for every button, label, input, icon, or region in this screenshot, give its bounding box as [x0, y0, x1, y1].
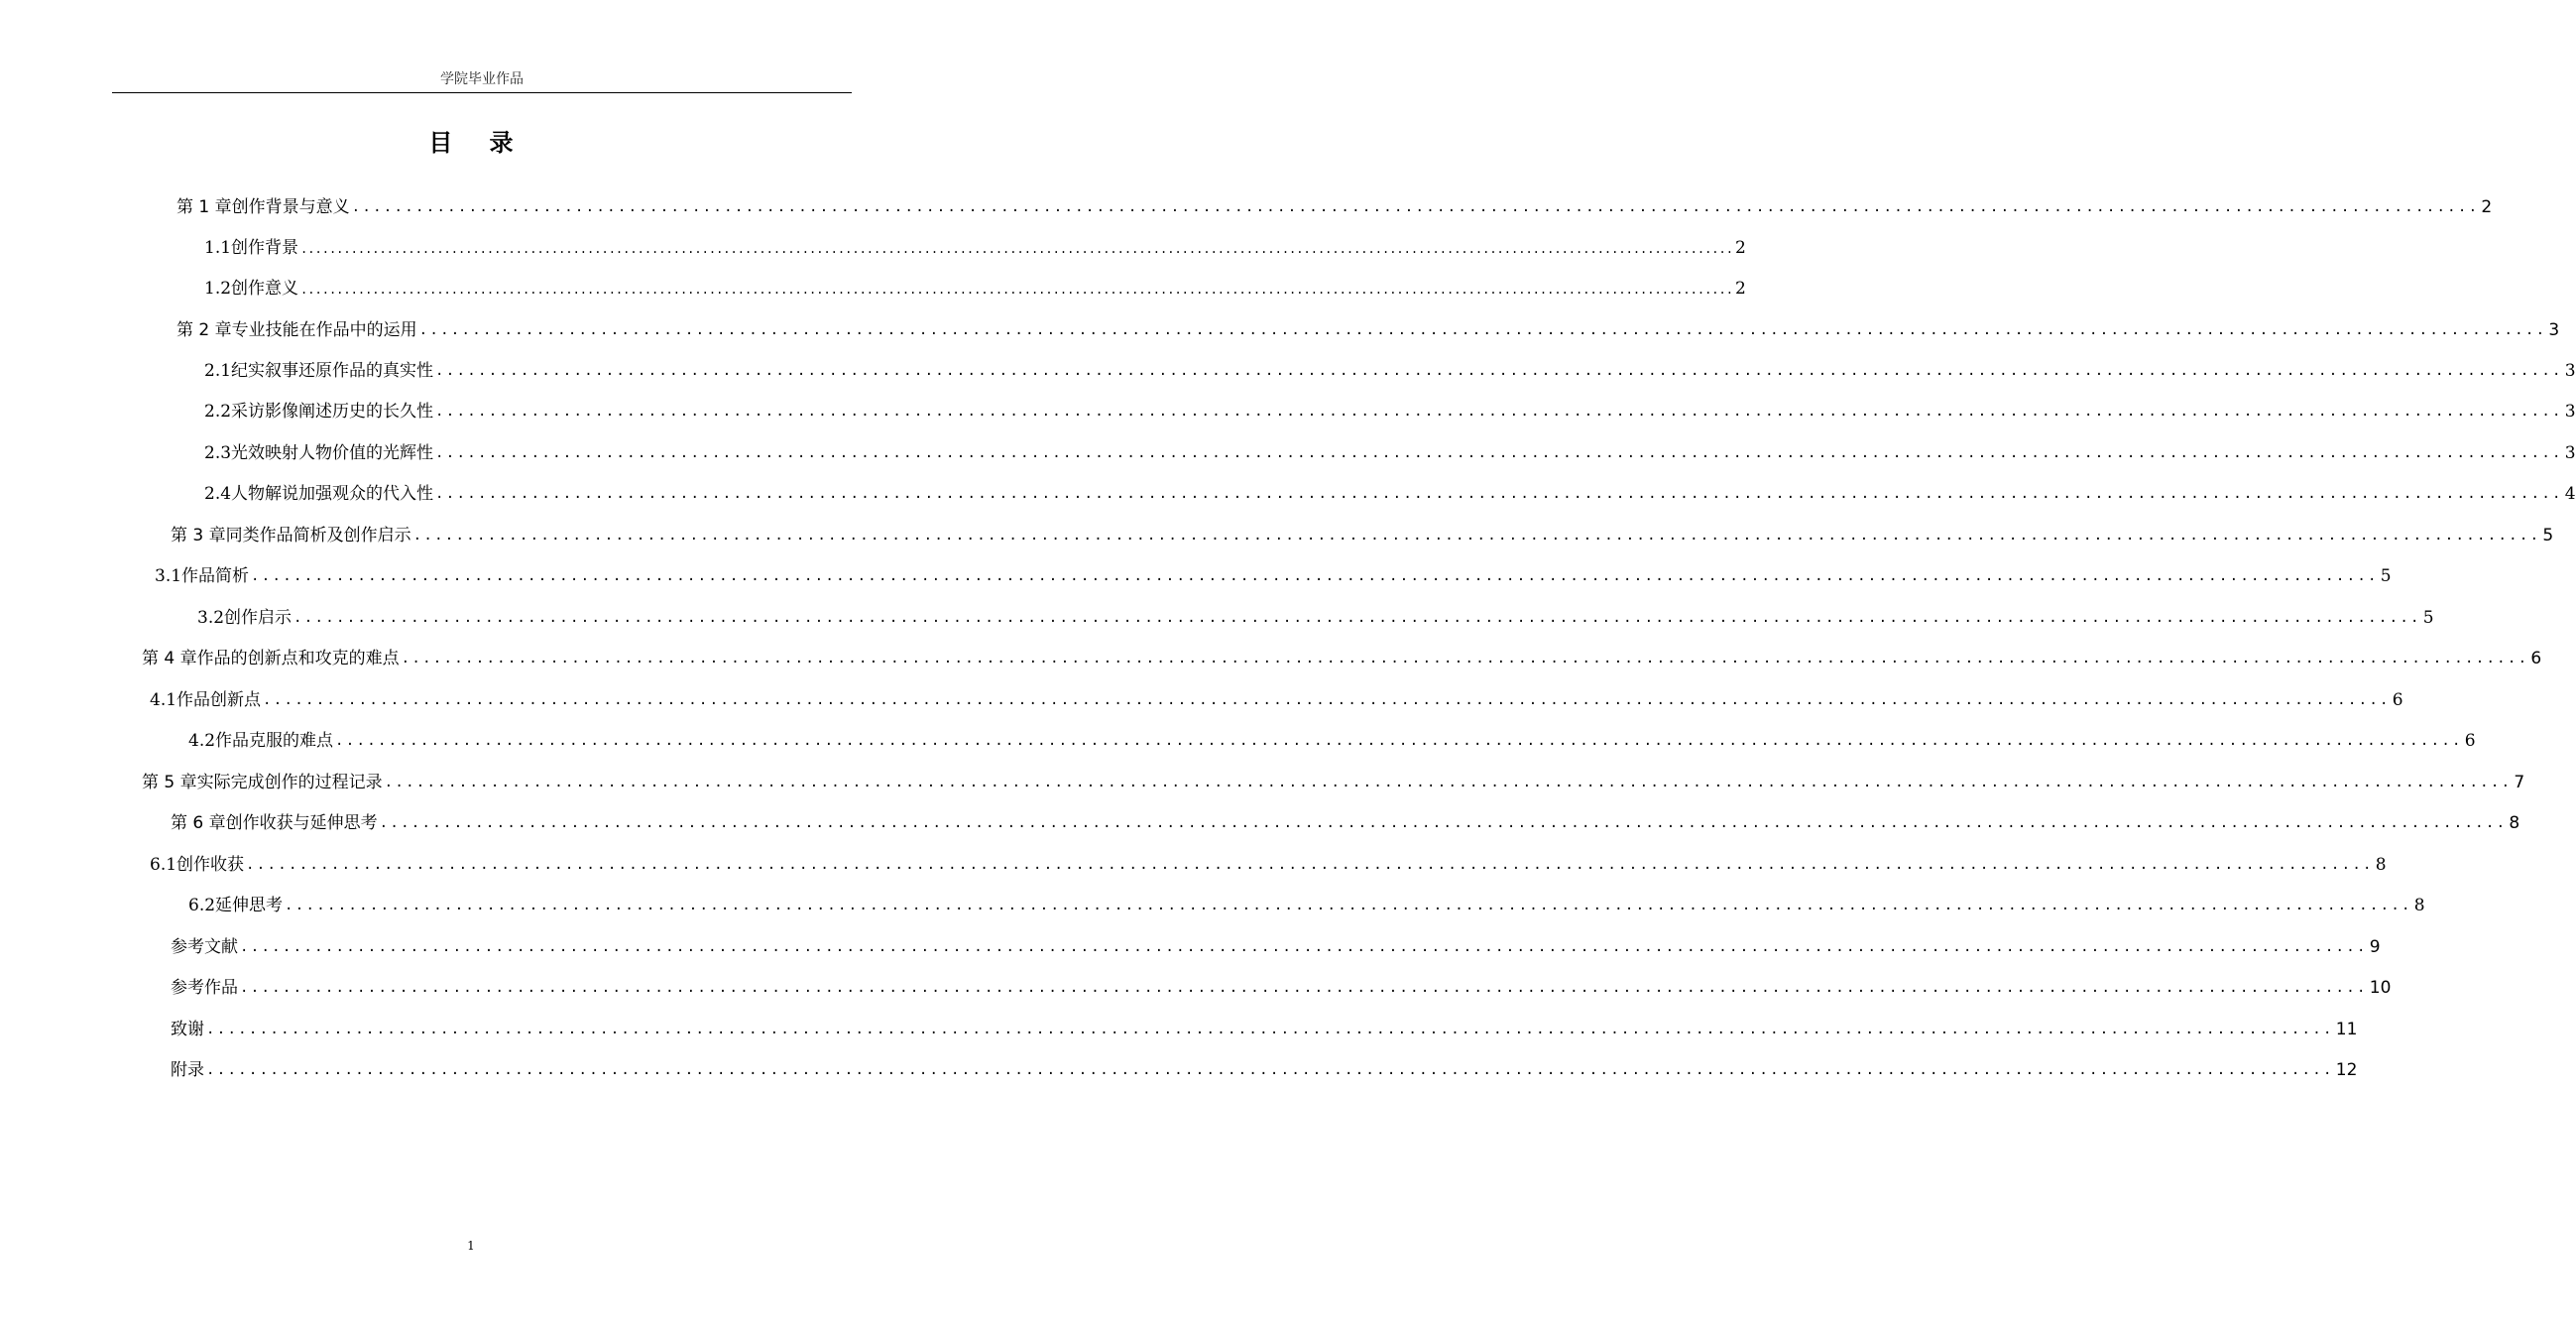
toc-section-2-2[interactable] — [204, 394, 2576, 422]
page-number: 1 — [467, 1239, 475, 1253]
toc-page: 9 — [2369, 937, 2381, 957]
toc-leader: ........................................................................................................................................................................................................ — [401, 651, 2529, 666]
toc-number: 1.1 — [204, 238, 232, 258]
toc-page: 6 — [2530, 649, 2542, 668]
toc-number: 2.2 — [204, 402, 232, 422]
toc-leader: ........................................................................................................................................................................................................ — [335, 733, 2463, 749]
toc-number: 2.3 — [204, 443, 232, 463]
toc-leader: ........................................................................................................................................................................................................ — [379, 815, 2508, 831]
toc-leader: ........................................................................................................................................................................................................ — [240, 939, 2368, 955]
toc-leader: ........................................................................................................................................................................................................ — [384, 775, 2513, 790]
toc-section-2-3[interactable] — [204, 435, 2576, 463]
toc-number: 2.4 — [204, 484, 232, 504]
toc-leader: ........................................................................................................................................................................................................ — [435, 445, 2563, 461]
toc-section-3-1[interactable] — [155, 558, 2392, 586]
toc-title: 参考作品 — [171, 978, 238, 998]
toc-title: 创作收获与延伸思考 — [225, 813, 378, 833]
toc-leader: ........................................................................................................................................................................................................ — [300, 242, 1733, 256]
toc-page: 2 — [1734, 279, 1746, 299]
toc-reference-works[interactable] — [171, 970, 2392, 998]
toc-leader: ........................................................................................................................................................................................................ — [435, 486, 2563, 502]
toc-number: 第 6 章 — [171, 813, 226, 833]
toc-chapter-5[interactable] — [142, 765, 2525, 792]
toc-page: 5 — [2542, 526, 2554, 545]
toc-page: 8 — [2413, 896, 2425, 915]
toc-chapter-2[interactable] — [176, 312, 2560, 340]
toc-leader: ........................................................................................................................................................................................................ — [206, 1022, 2334, 1037]
toc-title: 光效映射人物价值的光辉性 — [231, 443, 434, 463]
toc-page: 3 — [2564, 361, 2576, 381]
toc-section-3-2[interactable] — [197, 600, 2434, 628]
toc-leader: ........................................................................................................................................................................................................ — [300, 283, 1733, 297]
toc-page: 4 — [2564, 484, 2576, 504]
toc-leader: ........................................................................................................................................................................................................ — [240, 980, 2368, 996]
toc-page: 5 — [2422, 608, 2434, 628]
toc-section-2-1[interactable] — [204, 353, 2576, 381]
toc-title: 纪实叙事还原作品的真实性 — [231, 361, 434, 381]
toc-leader: ........................................................................................................................................................................................................ — [418, 322, 2547, 338]
toc-chapter-4[interactable] — [142, 641, 2542, 668]
toc-number: 2.1 — [204, 361, 232, 381]
toc-title: 创作启示 — [224, 608, 293, 628]
toc-page: 3 — [2548, 320, 2560, 340]
toc-section-1-1[interactable] — [204, 230, 1746, 258]
toc-page: 11 — [2335, 1020, 2358, 1039]
toc-title: 作品简析 — [181, 566, 250, 586]
toc-page: 6 — [2464, 731, 2476, 751]
toc-acknowledgements[interactable] — [171, 1012, 2358, 1039]
toc-references[interactable] — [171, 929, 2381, 957]
toc-title: 作品创新点 — [176, 690, 262, 710]
toc-title: 同类作品简析及创作启示 — [225, 526, 411, 545]
toc-leader: ........................................................................................................................................................................................................ — [206, 1062, 2334, 1078]
toc-page: 8 — [2509, 813, 2520, 833]
toc-number: 4.1 — [150, 690, 177, 710]
toc-leader: ........................................................................................................................................................................................................ — [412, 528, 2541, 544]
toc-number: 3.2 — [197, 608, 225, 628]
page-title: 目 录 — [428, 129, 527, 157]
toc-leader: ........................................................................................................................................................................................................ — [285, 898, 2412, 913]
toc-leader: ........................................................................................................................................................................................................ — [251, 568, 2379, 584]
toc-page: 2 — [2481, 197, 2493, 217]
toc-title: 人物解说加强观众的代入性 — [231, 484, 434, 504]
toc-page: 3 — [2564, 443, 2576, 463]
toc-section-6-2[interactable] — [188, 888, 2425, 915]
toc-page: 12 — [2335, 1060, 2358, 1080]
toc-title: 创作意义 — [231, 279, 299, 299]
toc-number: 6.1 — [150, 855, 177, 875]
toc-page: 5 — [2380, 566, 2392, 586]
page-header: 学院毕业作品 — [112, 68, 852, 93]
toc-appendix[interactable] — [171, 1052, 2358, 1080]
toc-title: 作品克服的难点 — [215, 731, 334, 751]
toc-leader: ........................................................................................................................................................................................................ — [263, 692, 2391, 708]
toc-number: 3.1 — [155, 566, 182, 586]
toc-page: 7 — [2514, 773, 2525, 792]
toc-title: 专业技能在作品中的运用 — [231, 320, 417, 340]
toc-number: 1.2 — [204, 279, 232, 299]
toc-leader: ........................................................................................................................................................................................................ — [435, 363, 2563, 379]
toc-title: 实际完成创作的过程记录 — [196, 773, 383, 792]
toc-section-6-1[interactable] — [150, 847, 2387, 875]
toc-number: 第 1 章 — [176, 197, 232, 217]
toc-chapter-6[interactable] — [171, 805, 2520, 833]
toc-number: 第 3 章 — [171, 526, 226, 545]
toc-title: 创作背景与意义 — [231, 197, 350, 217]
toc-leader: ........................................................................................................................................................................................................ — [435, 404, 2563, 420]
toc-number: 6.2 — [188, 896, 216, 915]
toc-section-4-2[interactable] — [188, 723, 2476, 751]
toc-page: 6 — [2392, 690, 2403, 710]
toc-page: 3 — [2564, 402, 2576, 422]
toc-chapter-3[interactable] — [171, 518, 2554, 545]
toc-page: 2 — [1734, 238, 1746, 258]
toc-page: 10 — [2369, 978, 2392, 998]
toc-title: 创作收获 — [176, 855, 245, 875]
toc-section-4-1[interactable] — [150, 682, 2403, 710]
toc-number: 4.2 — [188, 731, 216, 751]
toc-title: 作品的创新点和攻克的难点 — [196, 649, 400, 668]
toc-section-2-4[interactable] — [204, 476, 2576, 504]
toc-title: 创作背景 — [231, 238, 299, 258]
toc-leader: ........................................................................................................................................................................................................ — [293, 610, 2421, 626]
toc-title: 延伸思考 — [215, 896, 284, 915]
toc-leader: ........................................................................................................................................................................................................ — [246, 857, 2374, 873]
toc-number: 第 2 章 — [176, 320, 232, 340]
toc-number: 第 5 章 — [142, 773, 197, 792]
toc-title: 致谢 — [171, 1020, 204, 1039]
toc-chapter-1[interactable] — [176, 189, 2493, 217]
toc-title: 参考文献 — [171, 937, 238, 957]
toc-section-1-2[interactable] — [204, 271, 1746, 299]
toc-number: 第 4 章 — [142, 649, 197, 668]
toc-title: 附录 — [171, 1060, 204, 1080]
toc-title: 采访影像阐述历史的长久性 — [231, 402, 434, 422]
toc-leader: ........................................................................................................................................................................................................ — [351, 199, 2480, 215]
toc-page: 8 — [2375, 855, 2387, 875]
